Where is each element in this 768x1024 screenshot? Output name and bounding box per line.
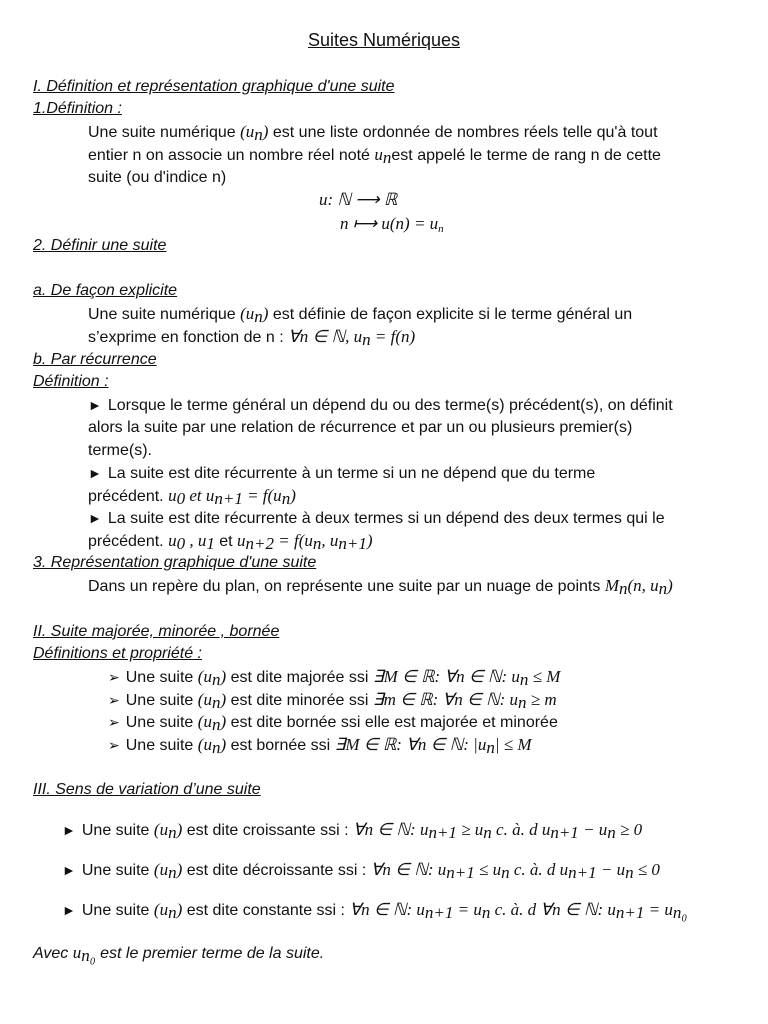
variation-item-constante: ► Une suite $(u_n)$ est dite constante ssi : ∀n ∈ ℕ: $u_{n+1} = u_n$ c. à. d ∀n ∈ ℕ: $u_{n+1} = u_{n_0}$	[62, 900, 688, 922]
arrowhead-bullet-icon: ➢	[108, 737, 120, 753]
recurrence-para-3-line-1: ► La suite est dite récurrente à deux termes si un dépend des deux termes qui le	[88, 510, 665, 527]
section-3-heading: III. Sens de variation d’une suite	[33, 781, 261, 798]
recurrence-definition-heading: Définition :	[33, 373, 109, 390]
footnote: Avec $u_{n_0}$ est le premier terme de la suite.	[33, 943, 325, 965]
explicit-heading: a. De façon explicite	[33, 282, 178, 299]
arrowhead-bullet-icon: ➢	[108, 692, 120, 708]
mapping-line-1: u: ℕ ⟶ ℝ	[319, 190, 398, 209]
triangle-bullet-icon: ►	[62, 862, 76, 878]
recurrence-para-2-line-2: précédent. $u_0$ et $u_{n+1} = f(u_n)$	[88, 486, 296, 508]
page-title: Suites Numériques	[307, 30, 461, 50]
bounded-item-bornee: ➢ Une suite $(u_n)$ est dite bornée ssi elle est majorée et minorée	[108, 712, 558, 734]
arrowhead-bullet-icon: ➢	[108, 669, 120, 685]
subsection-2-heading: 2. Définir une suite	[33, 237, 167, 254]
definition-line-3: suite (ou d'indice n)	[88, 169, 227, 186]
bounded-item-bornee-condition: ➢ Une suite $(u_n)$ est bornée ssi ∃M ∈ ℝ: ∀n ∈ ℕ: $|u_n| \le M$	[108, 735, 532, 757]
definitions-properties-heading: Définitions et propriété :	[33, 645, 202, 662]
section-2-heading: II. Suite majorée, minorée , bornée	[33, 623, 280, 640]
recurrence-para-1-line-1: ► Lorsque le terme général un dépend du ou des terme(s) précédent(s), on définit	[88, 397, 673, 414]
subsection-3-heading: 3. Représentation graphique d'une suite	[33, 554, 317, 571]
mapping-line-2: n ⟼ $u(n) = u_n$	[340, 214, 444, 235]
bounded-item-majoree: ➢ Une suite $(u_n)$ est dite majorée ssi ∃M ∈ ℝ: ∀n ∈ ℕ: $u_n \le M$	[108, 667, 561, 689]
bounded-item-minoree: ➢ Une suite $(u_n)$ est dite minorée ssi ∃m ∈ ℝ: ∀n ∈ ℕ: $u_n \ge m$	[108, 690, 557, 712]
arrowhead-bullet-icon: ➢	[108, 714, 120, 730]
recurrence-heading: b. Par récurrence	[33, 351, 157, 368]
triangle-bullet-icon: ►	[62, 902, 76, 918]
definition-heading: 1.Définition :	[33, 100, 122, 117]
graphic-representation-line: Dans un repère du plan, on représente une suite par un nuage de points $M_n(n$, $u_n$)	[88, 576, 673, 598]
recurrence-para-2-line-1: ► La suite est dite récurrente à un terme si un ne dépend que du terme	[88, 465, 596, 482]
variation-item-croissante: ► Une suite $(u_n)$ est dite croissante ssi : ∀n ∈ ℕ: $u_{n+1} \ge u_n$ c. à. d $u_{n+1} - u_n \ge 0$	[62, 820, 643, 842]
recurrence-para-1-line-3: terme(s).	[88, 442, 152, 459]
section-1-heading: I. Définition et représentation graphique d'une suite	[33, 78, 395, 95]
triangle-bullet-icon: ►	[88, 465, 102, 481]
explicit-line-2: s’exprime en fonction de n : ∀n ∈ ℕ, $u_n = f(n)$	[88, 327, 416, 349]
triangle-bullet-icon: ►	[62, 822, 76, 838]
variation-item-decroissante: ► Une suite $(u_n)$ est dite décroissante ssi : ∀n ∈ ℕ: $u_{n+1} \le u_n$ c. à. d $u_{n+1} - u_n \le 0$	[62, 860, 660, 882]
recurrence-para-1-line-2: alors la suite par une relation de récurrence et par un ou plusieurs premier(s)	[88, 419, 633, 436]
recurrence-para-3-line-2: précédent. $u_0$ , $u_1$ et $u_{n+2} = f(u_n$, $u_{n+1}$)	[88, 531, 373, 553]
triangle-bullet-icon: ►	[88, 510, 102, 526]
explicit-line-1: Une suite numérique $(u_n)$ est définie de façon explicite si le terme général un	[88, 304, 633, 326]
definition-line-2: entier n on associe un nombre réel noté $u_nest$ appelé le terme de rang n de cette	[88, 145, 661, 167]
triangle-bullet-icon: ►	[88, 397, 102, 413]
definition-line-1: Une suite numérique $(u_n)$ est une liste ordonnée de nombres réels telle qu'à tout	[88, 122, 658, 144]
